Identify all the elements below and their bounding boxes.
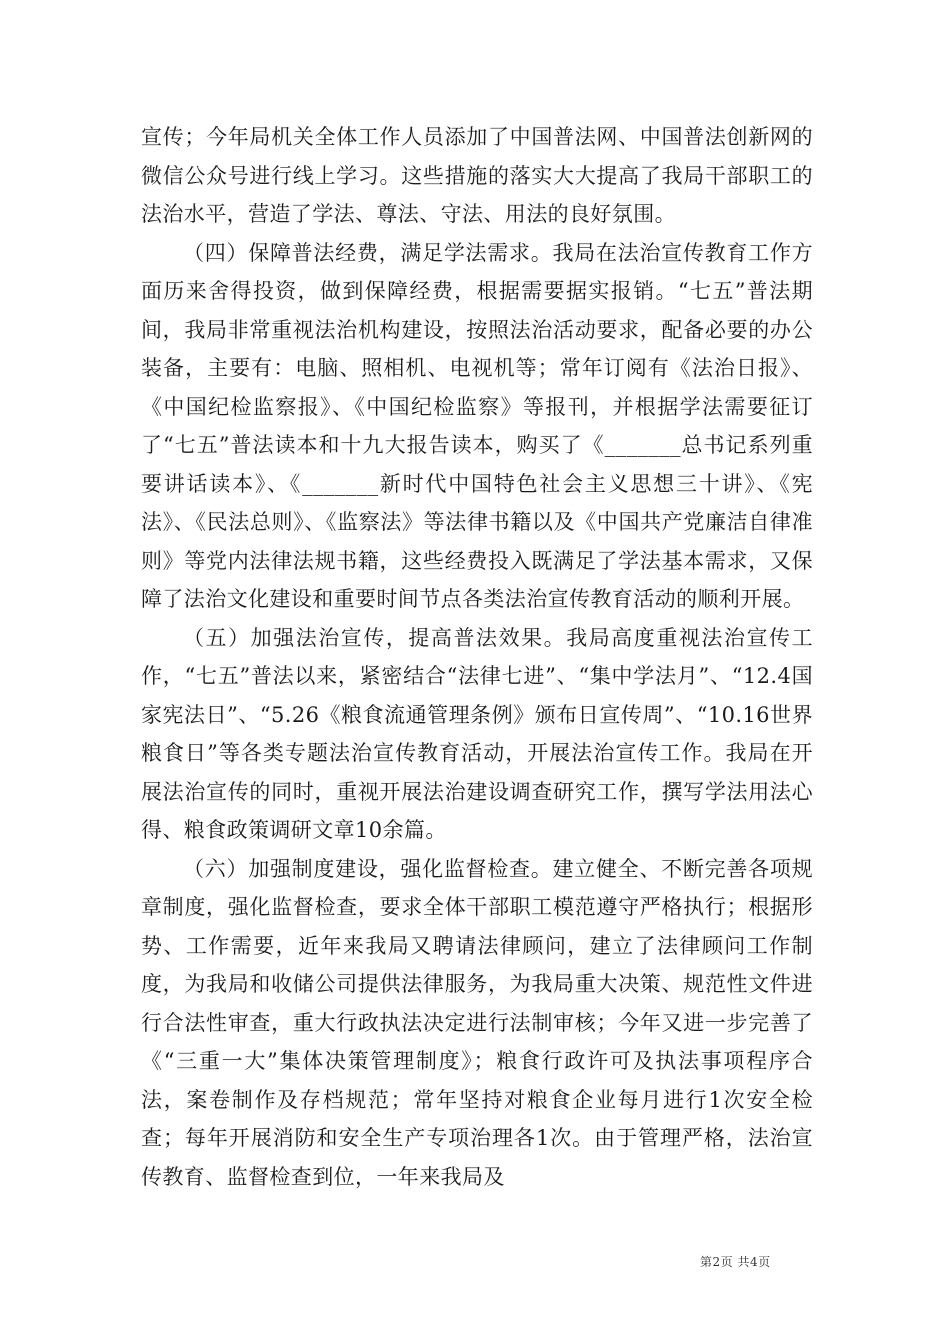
document-body	[141, 118, 813, 1196]
paragraph-continuation: 宣传；今年局机关全体工作人员添加了中国普法网、中国普法创新网的微信公众号进行线上学习。这些措施的落实大大提高了我局干部职工的法治水平，营造了学法、尊法、守法、用法的良好氛围。	[141, 125, 813, 226]
paragraph-section-6: （六）加强制度建设，强化监督检查。建立健全、不断完善各项规章制度，强化监督检查，要求全体干部职工模范遵守严格执行；根据形势、工作需要，近年来我局又聘请法律顾问，建立了法律顾问工作制度，为我局和收储公司提供法律服务，为我局重大决策、规范性文件进行合法性审查，重大行政执法决定进行法制审核；今年又进一步完善了《“三重一大”集体决策管理制度》；粮食行政许可及执法事项程序合法，案卷制作及存档规范；常年坚持对粮食企业每月进行1次安全检查；每年开展消防和安全生产专项治理各1次。由于管理严格，法治宣传教育、监督检查到位，一年来我局及	[141, 856, 813, 1189]
page-number-footer: 第2页 共4页	[700, 1255, 771, 1269]
paragraph-section-4: （四）保障普法经费，满足学法需求。我局在法治宣传教育工作方面历来舍得投资，做到保障经费，根据需要据实报销。“七五”普法期间，我局非常重视法治机构建设，按照法治活动要求，配备必要的办公装备，主要有：电脑、照相机、电视机等；常年订阅有《法治日报》、《中国纪检监察报》、《中国纪检监察》等报刊，并根据学法需要征订了“七五”普法读本和十九大报告读本，购买了《_______总书记系列重要讲话读本》、《_______新时代中国特色社会主义思想三十讲》、《宪法》、《民法总则》、《监察法》等法律书籍以及《中国共产党廉洁自律准则》等党内法律法规书籍，这些经费投入既满足了学法基本需求，又保障了法治文化建设和重要时间节点各类法治宣传教育活动的顺利开展。	[141, 240, 813, 611]
paragraph-section-5: （五）加强法治宣传，提高普法效果。我局高度重视法治宣传工作，“七五”普法以来，紧密结合“法律七进”、“集中学法月”、“12.4国家宪法日”、“5.26《粮食流通管理条例》颁布日宣传周”、“10.16世界粮食日”等各类专题法治宣传教育活动，开展法治宣传工作。我局在开展法治宣传的同时，重视开展法治建设调查研究工作，撰写学法用法心得、粮食政策调研文章10余篇。	[141, 625, 813, 842]
